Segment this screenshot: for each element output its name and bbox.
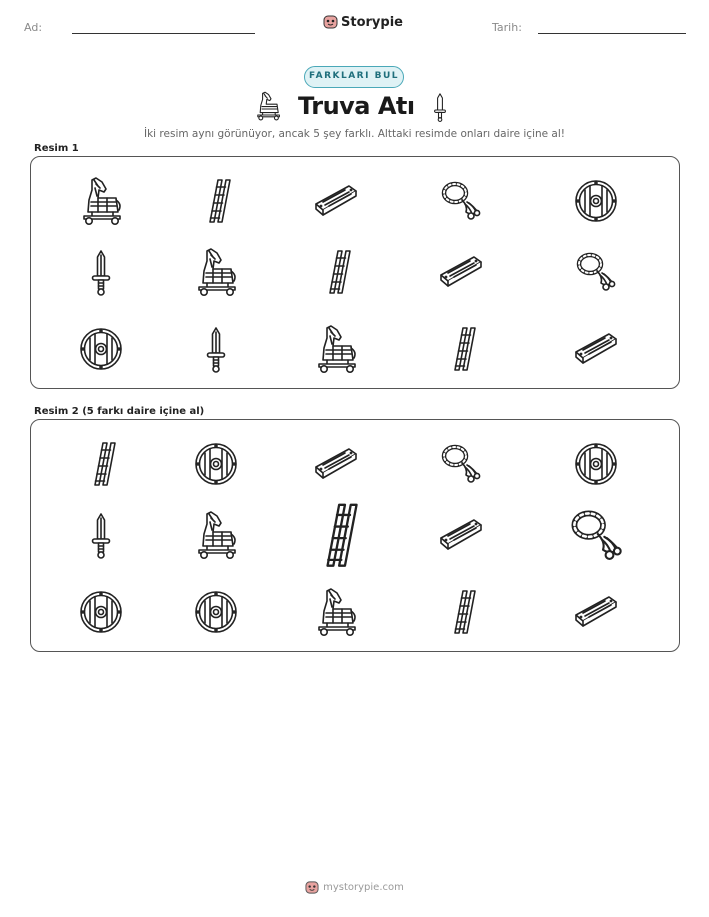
horse-icon xyxy=(191,247,241,297)
shield-icon xyxy=(191,439,241,489)
rope-icon xyxy=(571,247,621,297)
storypie-mascot-icon xyxy=(323,14,338,30)
rope-icon xyxy=(571,247,621,297)
rope-icon[interactable] xyxy=(436,439,486,489)
ladder-icon xyxy=(311,247,361,297)
sword-icon xyxy=(76,247,126,297)
name-label: Ad: xyxy=(24,21,43,34)
page-title: Truva Atı xyxy=(298,92,415,120)
ladder-icon[interactable] xyxy=(436,587,486,637)
rope-icon xyxy=(436,439,486,489)
plank-icon xyxy=(311,439,361,489)
plank-icon xyxy=(436,247,486,297)
shield-icon xyxy=(76,324,126,374)
date-label: Tarih: xyxy=(492,21,522,34)
title-sword-icon xyxy=(431,92,449,126)
ladder-icon[interactable] xyxy=(76,439,126,489)
horse-icon xyxy=(191,510,241,560)
ladder-icon xyxy=(191,176,241,226)
horse-icon[interactable] xyxy=(191,510,241,560)
picture1-panel xyxy=(30,156,680,389)
shield-icon[interactable] xyxy=(191,587,241,637)
shield-icon xyxy=(76,324,126,374)
plank-icon xyxy=(571,324,621,374)
plank-icon xyxy=(436,247,486,297)
sword-icon[interactable] xyxy=(76,510,126,560)
shield-icon[interactable] xyxy=(571,439,621,489)
instructions: İki resim aynı görünüyor, ancak 5 şey farklı. Alttaki resimde onları daire içine al! xyxy=(144,128,565,140)
plank-icon[interactable] xyxy=(571,587,621,637)
activity-badge: FARKLARI BUL xyxy=(304,66,404,88)
footer-url[interactable]: mystorypie.com xyxy=(323,882,404,893)
ladder-icon xyxy=(436,324,486,374)
footer xyxy=(0,880,709,895)
horse-icon xyxy=(311,324,361,374)
title-horse-icon xyxy=(253,90,283,126)
plank-icon xyxy=(311,176,361,226)
ladder-icon xyxy=(76,439,126,489)
ladder-icon xyxy=(300,499,373,572)
shield-icon[interactable] xyxy=(191,439,241,489)
date-line[interactable] xyxy=(538,33,686,34)
picture1-label: Resim 1 xyxy=(34,143,79,154)
name-line[interactable] xyxy=(72,33,255,34)
brand-name: Storypie xyxy=(341,14,403,30)
ladder-icon[interactable] xyxy=(300,499,373,572)
plank-icon[interactable] xyxy=(311,439,361,489)
plank-icon xyxy=(436,510,486,560)
brand-logo xyxy=(323,14,403,30)
picture2-label: Resim 2 (5 farkı daire içine al) xyxy=(34,406,205,417)
rope-icon xyxy=(564,503,629,568)
horse-icon xyxy=(76,176,126,226)
shield-icon[interactable] xyxy=(76,587,126,637)
rope-icon xyxy=(436,176,486,226)
shield-icon xyxy=(571,439,621,489)
sword-icon xyxy=(431,92,449,122)
ladder-icon xyxy=(191,176,241,226)
plank-icon[interactable] xyxy=(436,510,486,560)
horse-icon xyxy=(191,247,241,297)
shield-icon xyxy=(76,587,126,637)
storypie-mascot-icon xyxy=(305,880,319,895)
horse-icon xyxy=(311,324,361,374)
shield-icon xyxy=(571,176,621,226)
rope-icon xyxy=(436,176,486,226)
horse-icon xyxy=(311,587,361,637)
plank-icon xyxy=(571,587,621,637)
rope-icon[interactable] xyxy=(564,503,629,568)
ladder-icon xyxy=(436,587,486,637)
sword-icon xyxy=(76,247,126,297)
sword-icon xyxy=(191,324,241,374)
horse-icon[interactable] xyxy=(311,587,361,637)
horse-icon xyxy=(76,176,126,226)
plank-icon xyxy=(311,176,361,226)
ladder-icon xyxy=(436,324,486,374)
ladder-icon xyxy=(311,247,361,297)
shield-icon xyxy=(571,176,621,226)
horse-icon xyxy=(253,90,283,122)
sword-icon xyxy=(191,324,241,374)
shield-icon xyxy=(191,587,241,637)
picture2-panel[interactable] xyxy=(30,419,680,652)
sword-icon xyxy=(76,510,126,560)
plank-icon xyxy=(571,324,621,374)
